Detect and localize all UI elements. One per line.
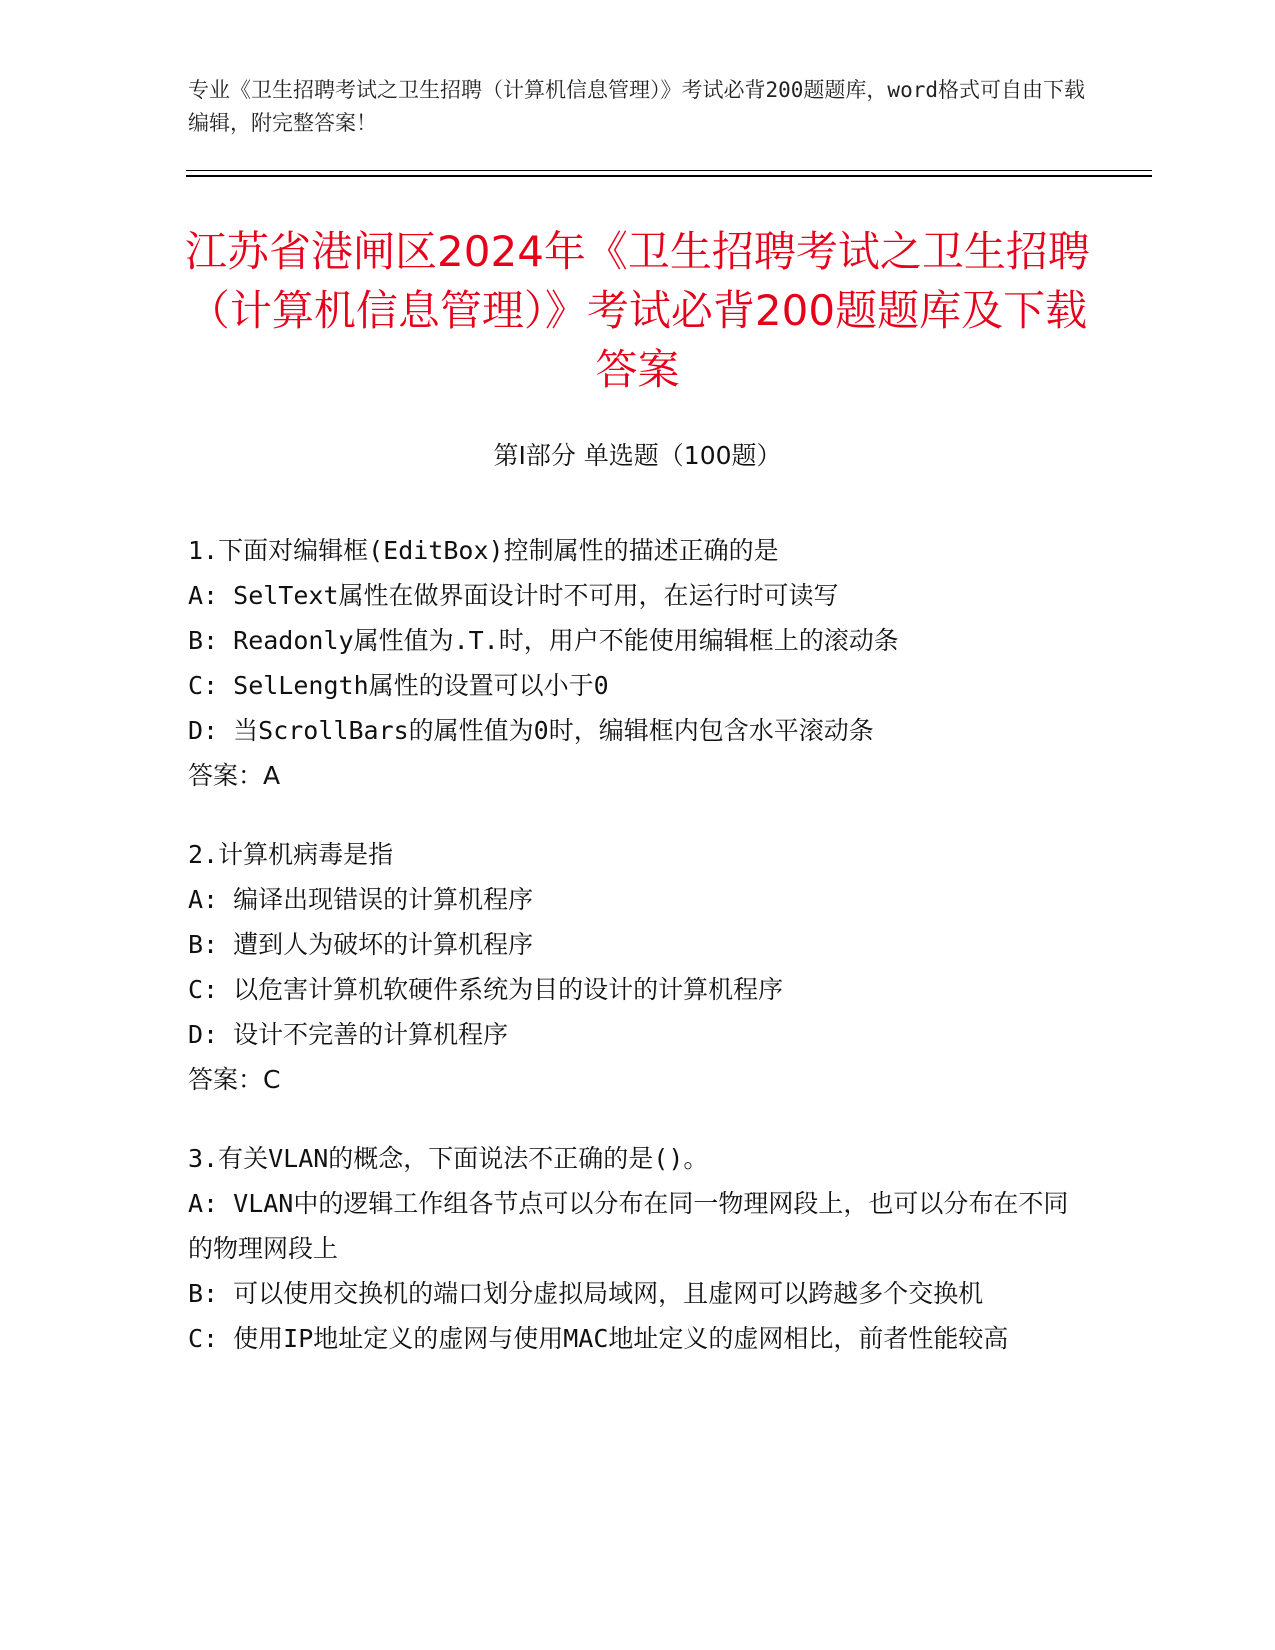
answer: 答案：C	[188, 1065, 281, 1094]
question-3	[188, 1136, 1088, 1361]
option-c: C: SelLength属性的设置可以小于0	[188, 671, 609, 700]
answer: 答案：A	[188, 761, 281, 790]
option-d: D: 设计不完善的计算机程序	[188, 1020, 509, 1049]
question-stem: 3.有关VLAN的概念，下面说法不正确的是()。	[188, 1144, 709, 1173]
option-d: D: 当ScrollBars的属性值为0时，编辑框内包含水平滚动条	[188, 716, 874, 745]
option-a: A: VLAN中的逻辑工作组各节点可以分布在同一物理网段上，也可以分布在不同的物理网段上	[188, 1189, 1069, 1263]
option-c: C: 以危害计算机软硬件系统为目的设计的计算机程序	[188, 975, 784, 1004]
question-2	[188, 832, 1088, 1102]
header-note: 专业《卫生招聘考试之卫生招聘（计算机信息管理）》考试必背200题题库，word格式可自由下载编辑，附完整答案！	[188, 78, 1085, 135]
question-list	[188, 528, 1088, 1395]
question-1	[188, 528, 1088, 798]
option-c: C: 使用IP地址定义的虚网与使用MAC地址定义的虚网相比，前者性能较高	[188, 1324, 1009, 1353]
question-stem: 1.下面对编辑框(EditBox)控制属性的描述正确的是	[188, 536, 779, 565]
option-b: B: 遭到人为破坏的计算机程序	[188, 930, 534, 959]
section-title: 第Ⅰ部分 单选题（100题）	[493, 441, 782, 470]
document-title: 江苏省港闸区2024年《卫生招聘考试之卫生招聘（计算机信息管理）》考试必背200题题库及下载答案	[185, 227, 1090, 394]
question-stem: 2.计算机病毒是指	[188, 840, 394, 869]
option-b: B: Readonly属性值为.T.时，用户不能使用编辑框上的滚动条	[188, 626, 899, 655]
header-rule-thin	[186, 170, 1152, 171]
option-b: B: 可以使用交换机的端口划分虚拟局域网，且虚网可以跨越多个交换机	[188, 1279, 984, 1308]
header-rule-thick	[186, 175, 1152, 177]
option-a: A: SelText属性在做界面设计时不可用，在运行时可读写	[188, 581, 839, 610]
option-a: A: 编译出现错误的计算机程序	[188, 885, 534, 914]
